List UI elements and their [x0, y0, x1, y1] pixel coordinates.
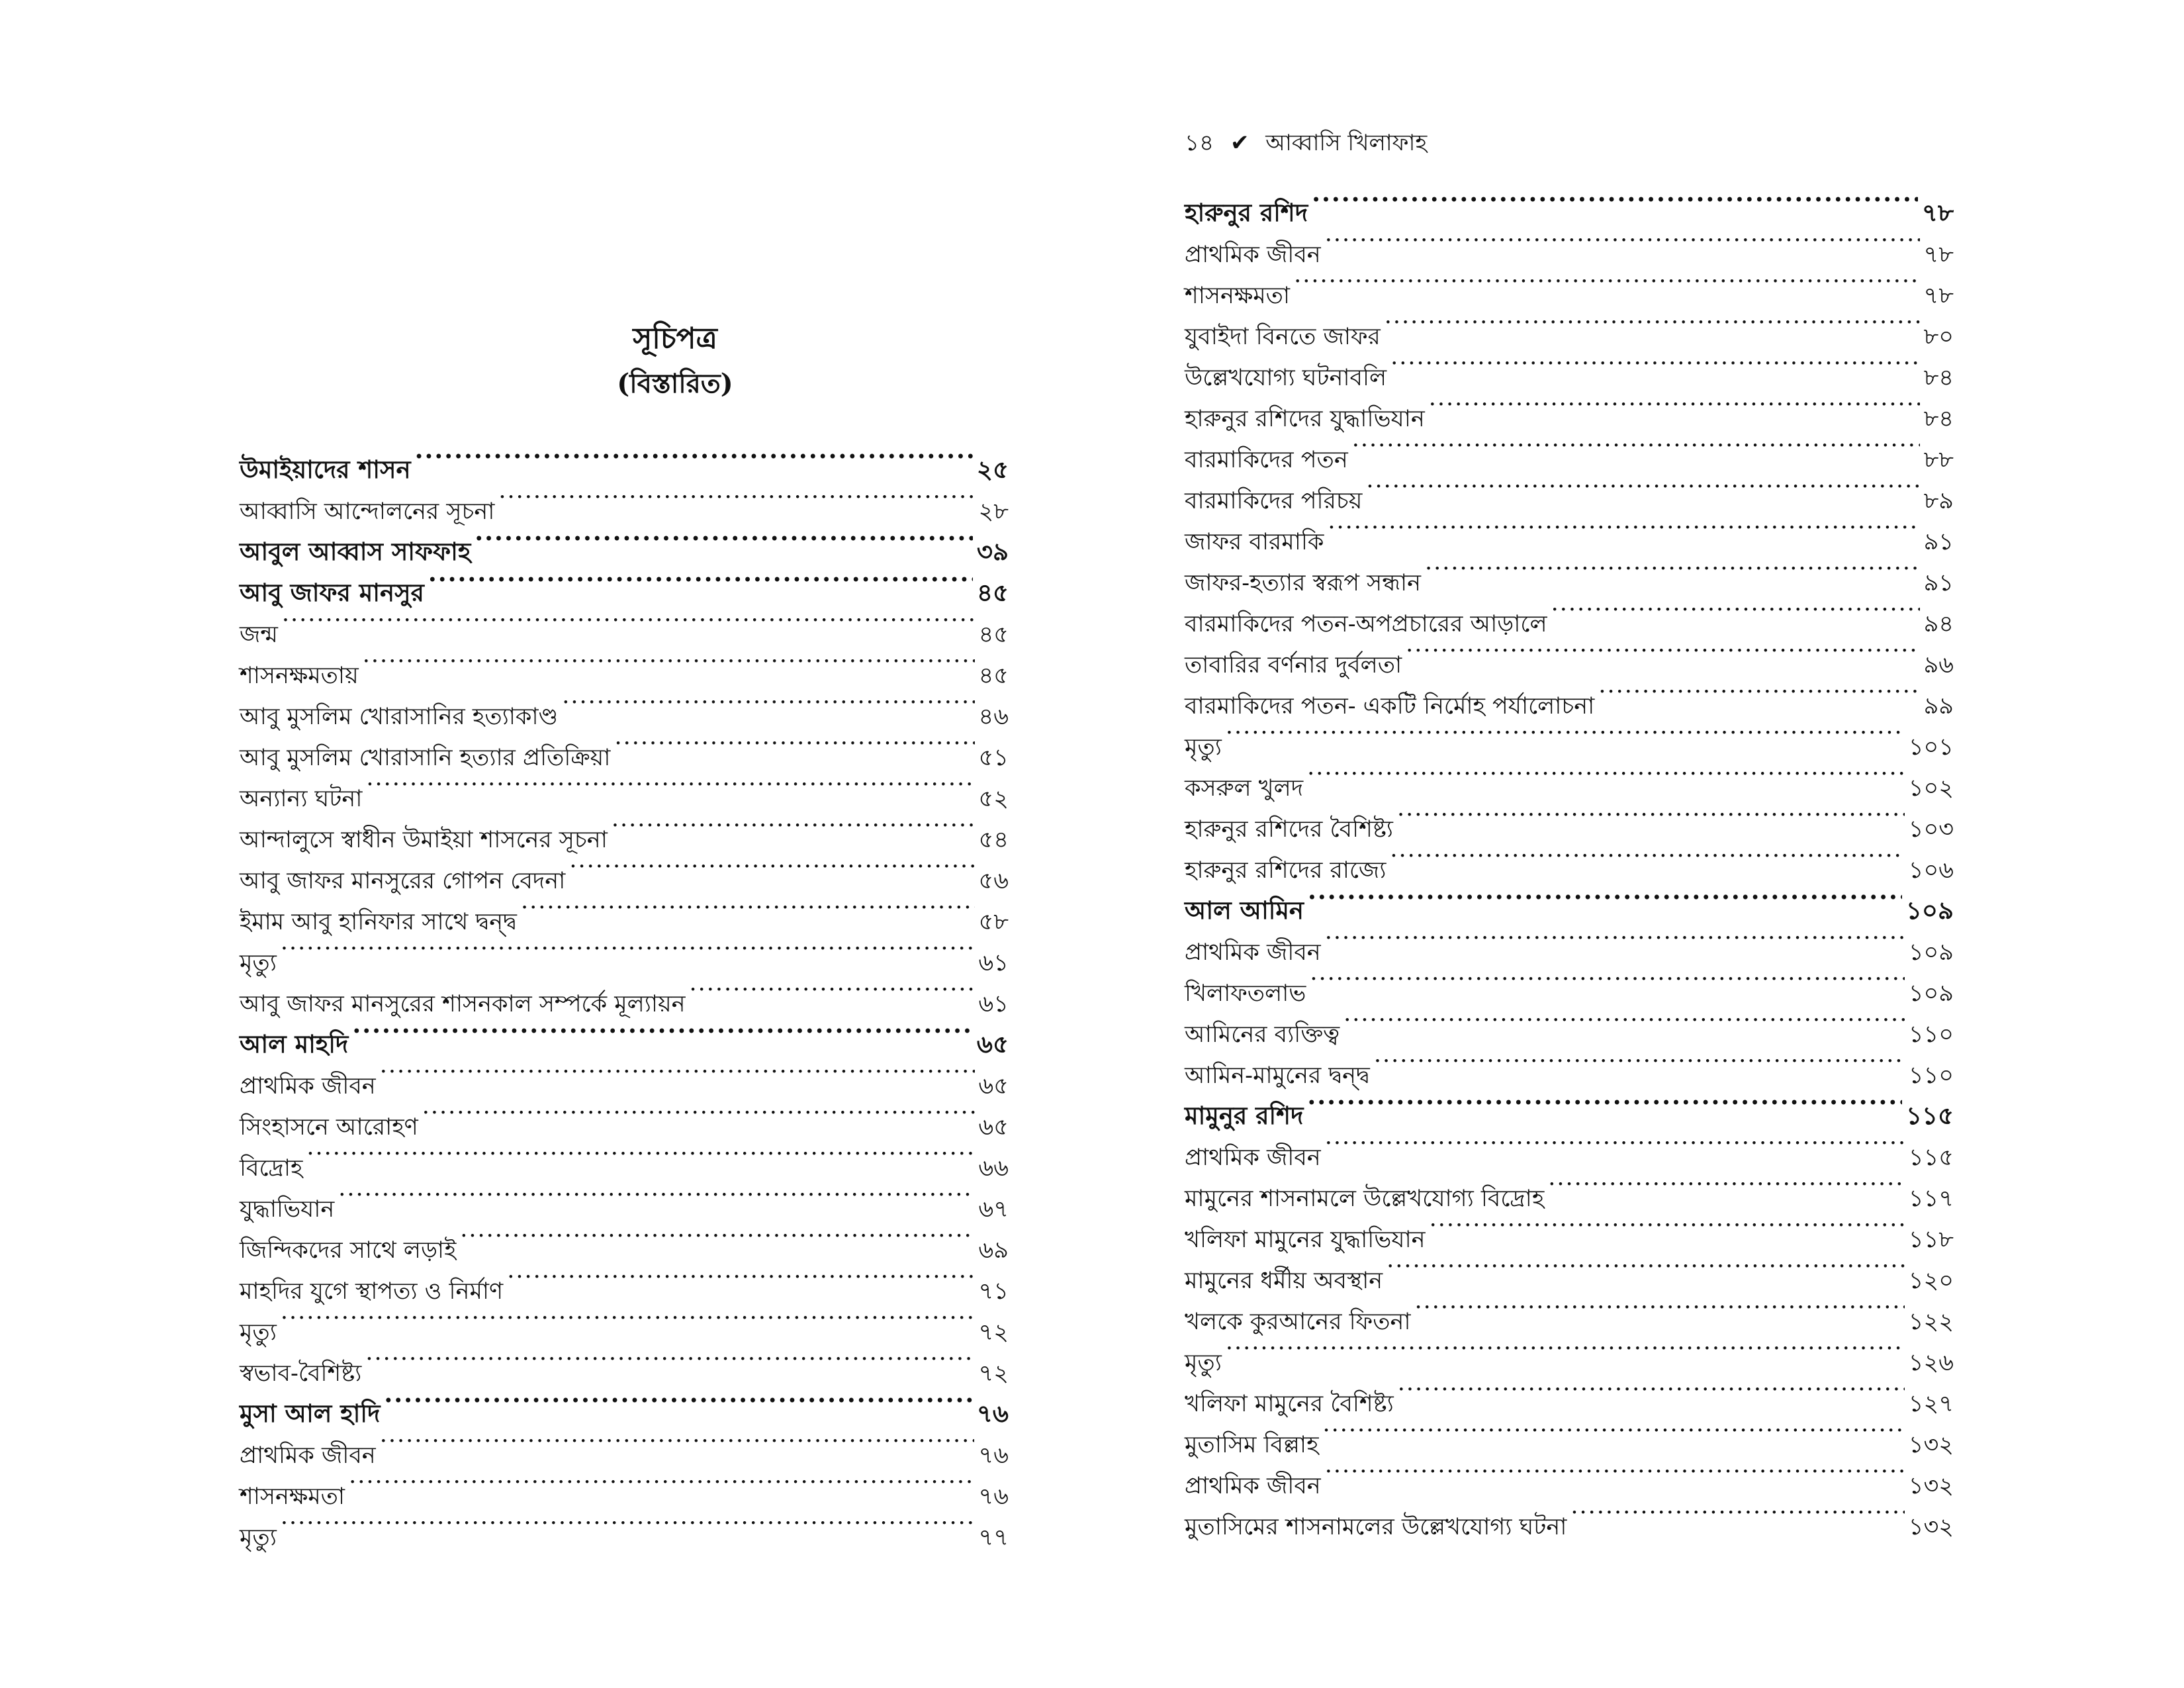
toc-entry-page-number: ১৩২: [1908, 1514, 1954, 1540]
toc-entry-title: মৃত্যু: [1185, 1350, 1222, 1376]
toc-entry-title: উল্লেখযোগ্য ঘটনাবলি: [1185, 365, 1387, 391]
dot-leader: [380, 1053, 975, 1094]
toc-entry-page-number: ১০২: [1908, 775, 1954, 802]
toc-entry-page-number: ৫৮: [978, 909, 1009, 935]
toc-entry-page-number: ৬১: [978, 950, 1009, 976]
dot-leader: [562, 683, 974, 724]
running-head-separator: ✔: [1230, 130, 1250, 156]
dot-leader: [281, 1299, 975, 1340]
dot-leader: [1343, 1001, 1905, 1042]
toc-entry-page-number: ৮৪: [1923, 365, 1954, 391]
toc-entry-title: জাফর-হত্যার স্বরূপ সন্ধান: [1185, 570, 1421, 596]
toc-entry-page-number: ৩৯: [976, 537, 1009, 566]
dot-leader: [384, 1381, 972, 1422]
dot-leader: [1551, 590, 1920, 632]
toc-section-entry: [240, 1504, 1009, 1551]
toc-entry-title: অন্যান্য ঘটনা: [240, 786, 363, 812]
toc-entry-title: প্রাথমিক জীবন: [1185, 242, 1321, 268]
toc-entry-page-number: ৬৫: [976, 1029, 1009, 1058]
toc-section-entry: [240, 1463, 1009, 1510]
toc-entry-page-number: ১১৮: [1908, 1227, 1954, 1253]
toc-section-entry: [1185, 303, 1954, 350]
toc-entry-title: হারুনুর রশিদের যুদ্ধাভিযান: [1185, 406, 1425, 432]
toc-entry-title: হারুনুর রশিদ: [1185, 198, 1308, 227]
dot-leader: [1390, 344, 1919, 385]
toc-list-left: [240, 437, 1009, 1551]
toc-entry-page-number: ৬১: [978, 991, 1009, 1017]
toc-entry-title: আমিনের ব্যক্তিত্ব: [1185, 1021, 1340, 1048]
dot-leader: [614, 724, 974, 765]
toc-entry-title: মামুনের ধর্মীয় অবস্থান: [1185, 1268, 1383, 1294]
toc-entry-page-number: ১২০: [1908, 1268, 1954, 1294]
toc-entry-title: কসরুল খুলদ: [1185, 775, 1304, 802]
dot-leader: [1366, 467, 1919, 508]
toc-section-entry: [240, 601, 1009, 648]
toc-entry-title: খলিফা মামুনের যুদ্ধাভিযান: [1185, 1227, 1426, 1253]
toc-entry-page-number: ১১৭: [1908, 1186, 1954, 1212]
toc-entry-page-number: ৯৯: [1923, 693, 1954, 720]
toc-entry-page-number: ১১০: [1908, 1062, 1954, 1089]
toc-entry-page-number: ৯৬: [1923, 652, 1954, 679]
toc-entry-page-number: ৭৭: [978, 1524, 1009, 1551]
toc-entry-title: মৃত্যু: [240, 1319, 277, 1346]
toc-chapter-entry: [1185, 180, 1954, 227]
dot-leader: [1307, 755, 1905, 796]
dot-leader: [1328, 508, 1919, 549]
toc-entry-page-number: ৮৮: [1923, 447, 1954, 473]
toc-entry-page-number: ৬৯: [978, 1237, 1009, 1264]
toc-entry-page-number: ৯৪: [1923, 611, 1954, 637]
toc-entry-title: আমিন-মামুনের দ্বন্দ্ব: [1185, 1062, 1370, 1089]
toc-entry-title: ইমাম আবু হানিফার সাথে দ্বন্দ্ব: [240, 909, 517, 935]
toc-entry-title: মামুনুর রশিদ: [1185, 1101, 1304, 1130]
toc-entry-title: জাফর বারমাকি: [1185, 529, 1324, 555]
toc-section-entry: [240, 1053, 1009, 1100]
dot-leader: [1387, 1247, 1905, 1288]
running-head-page-number: ১৪: [1185, 130, 1214, 156]
toc-entry-title: যুদ্ধাভিযান: [240, 1196, 335, 1223]
toc-section-entry: [240, 1299, 1009, 1346]
toc-entry-title: মুসা আল হাদি: [240, 1399, 381, 1428]
toc-entry-page-number: ১১০: [1908, 1021, 1954, 1048]
toc-entry-title: আবু জাফর মানসুরের শাসনকাল সম্পর্কে মূল্যায়ন: [240, 991, 686, 1017]
toc-entry-page-number: ২৮: [978, 498, 1009, 525]
toc-entry-title: জিন্দিকদের সাথে লড়াই: [240, 1237, 457, 1264]
toc-chapter-entry: [240, 1011, 1009, 1058]
toc-entry-page-number: ৮০: [1923, 324, 1954, 350]
toc-entry-title: মৃত্যু: [1185, 734, 1222, 761]
toc-entry-title: খলিফা মামুনের বৈশিষ্ট্য: [1185, 1391, 1394, 1417]
toc-entry-page-number: ১০৩: [1908, 816, 1954, 843]
dot-leader: [1398, 1370, 1905, 1411]
toc-entry-page-number: ৭১: [978, 1278, 1009, 1305]
dot-leader: [690, 970, 975, 1011]
toc-entry-title: বারমাকিদের পতন-অপপ্রচারের আড়ালে: [1185, 611, 1547, 637]
dot-leader: [475, 519, 973, 560]
dot-leader: [1307, 1083, 1902, 1124]
toc-entry-title: মুতাসিম বিল্লাহ: [1185, 1432, 1319, 1458]
dot-leader: [1325, 919, 1905, 960]
dot-leader: [1598, 673, 1919, 714]
dot-leader: [1312, 180, 1918, 221]
dot-leader: [1406, 632, 1919, 673]
toc-entry-title: মাহদির যুগে স্থাপত্য ও নির্মাণ: [240, 1278, 504, 1305]
running-head-book-title: আব্বাসি খিলাফাহ: [1265, 130, 1428, 156]
toc-entry-title: হারুনুর রশিদের বৈশিষ্ট্য: [1185, 816, 1393, 843]
dot-leader: [349, 1463, 974, 1504]
dot-leader: [612, 806, 975, 847]
dot-leader: [352, 1011, 973, 1053]
dot-leader: [507, 1258, 974, 1299]
toc-entry-title: স্বভাব-বৈশিষ্ট্য: [240, 1360, 362, 1387]
toc-entry-page-number: ৫১: [978, 745, 1009, 771]
toc-entry-page-number: ৪৫: [978, 663, 1009, 689]
toc-entry-title: মৃত্যু: [240, 950, 277, 976]
toc-entry-page-number: ১০৬: [1908, 857, 1954, 884]
toc-entry-page-number: ১৩২: [1908, 1473, 1954, 1499]
toc-entry-page-number: ১০৯: [1908, 980, 1954, 1007]
toc-entry-title: আব্বাসি আন্দোলনের সূচনা: [240, 498, 495, 525]
toc-entry-title: আল আমিন: [1185, 896, 1304, 925]
toc-entry-title: প্রাথমিক জীবন: [240, 1442, 376, 1469]
dot-leader: [1390, 837, 1904, 878]
toc-entry-title: শাসনক্ষমতায়: [240, 663, 359, 689]
toc-entry-title: খলকে কুরআনের ফিতনা: [1185, 1309, 1411, 1335]
dot-leader: [366, 765, 974, 806]
toc-entry-page-number: ৪৬: [978, 704, 1009, 730]
toc-entry-page-number: ৯১: [1923, 570, 1954, 596]
dot-leader: [363, 642, 975, 683]
toc-entry-title: বারমাকিদের পতন- একটি নির্মোহ পর্যালোচনা: [1185, 693, 1595, 720]
toc-section-entry: [240, 1135, 1009, 1182]
toc-section-entry: [1185, 262, 1954, 309]
dot-leader: [1548, 1165, 1905, 1206]
dot-leader: [380, 1422, 975, 1463]
dot-leader: [281, 1504, 975, 1545]
toc-chapter-entry: [240, 437, 1009, 484]
dot-leader: [306, 1135, 974, 1176]
dot-leader: [1325, 1452, 1905, 1493]
toc-entry-page-number: ১০৯: [1905, 896, 1954, 925]
dot-leader: [1226, 714, 1905, 755]
toc-subtitle: (বিস্তারিত): [617, 368, 733, 399]
dot-leader: [365, 1340, 974, 1381]
toc-entry-title: মামুনের শাসনামলে উল্লেখযোগ্য বিদ্রোহ: [1185, 1186, 1545, 1212]
dot-leader: [282, 601, 975, 642]
right-page: [1092, 0, 2184, 1688]
toc-entry-title: আবু জাফর মানসুর: [240, 578, 424, 607]
dot-leader: [1570, 1493, 1904, 1534]
toc-entry-page-number: ৮৯: [1923, 488, 1954, 514]
dot-leader: [1294, 262, 1919, 303]
toc-entry-page-number: ৬৬: [978, 1155, 1009, 1182]
dot-leader: [281, 929, 975, 970]
dot-leader: [422, 1094, 975, 1135]
toc-entry-page-number: ১০১: [1908, 734, 1954, 761]
toc-entry-page-number: ৫৪: [978, 827, 1009, 853]
toc-entry-title: বারমাকিদের পরিচয়: [1185, 488, 1363, 514]
toc-section-entry: [240, 1176, 1009, 1223]
toc-entry-title: যুবাইদা বিনতে জাফর: [1185, 324, 1381, 350]
toc-entry-page-number: ১৩২: [1908, 1432, 1954, 1458]
dot-leader: [428, 560, 973, 601]
toc-entry-page-number: ৭৬: [976, 1399, 1009, 1428]
dot-leader: [1425, 549, 1920, 590]
toc-entry-page-number: ১০৯: [1908, 939, 1954, 966]
dot-leader: [415, 437, 973, 478]
toc-entry-title: আবু মুসলিম খোরাসানি হত্যার প্রতিক্রিয়া: [240, 745, 611, 771]
toc-entry-page-number: ৭৮: [1923, 242, 1954, 268]
dot-leader: [569, 847, 974, 888]
toc-entry-page-number: ৭২: [978, 1360, 1009, 1387]
toc-section-entry: [1185, 714, 1954, 761]
toc-section-entry: [1185, 755, 1954, 802]
dot-leader: [1415, 1288, 1905, 1329]
dot-leader: [1226, 1329, 1905, 1370]
toc-entry-page-number: ২৫: [976, 455, 1009, 484]
toc-entry-title: প্রাথমিক জীবন: [1185, 939, 1321, 966]
toc-section-entry: [1185, 1329, 1954, 1376]
dot-leader: [1325, 221, 1920, 262]
dot-leader: [1325, 1124, 1905, 1165]
toc-section-entry: [1185, 1370, 1954, 1417]
toc-entry-page-number: ৬৫: [978, 1073, 1009, 1100]
toc-entry-page-number: ৫২: [978, 786, 1009, 812]
toc-section-entry: [240, 929, 1009, 976]
toc-entry-page-number: ৫৬: [978, 868, 1009, 894]
running-head: [1185, 126, 1427, 164]
toc-list-right: [1185, 180, 1954, 1540]
toc-entry-title: বিদ্রোহ: [240, 1155, 303, 1182]
toc-entry-title: হারুনুর রশিদের রাজ্যে: [1185, 857, 1387, 884]
toc-entry-title: জন্ম: [240, 622, 278, 648]
toc-entry-title: আবুল আব্বাস সাফফাহ: [240, 537, 471, 566]
toc-entry-page-number: ৮৪: [1923, 406, 1954, 432]
toc-entry-page-number: ১১৫: [1908, 1145, 1954, 1171]
toc-entry-title: আন্দালুসে স্বাধীন উমাইয়া শাসনের সূচনা: [240, 827, 608, 853]
dot-leader: [1397, 796, 1905, 837]
dot-leader: [1374, 1042, 1905, 1083]
toc-entry-page-number: ৭৮: [1921, 198, 1954, 227]
toc-entry-title: মৃত্যু: [240, 1524, 277, 1551]
toc-entry-page-number: ১২৭: [1908, 1391, 1954, 1417]
dot-leader: [460, 1217, 974, 1258]
dot-leader: [498, 478, 974, 519]
toc-entry-title: প্রাথমিক জীবন: [1185, 1145, 1321, 1171]
toc-title: সূচিপত্র: [633, 322, 717, 355]
dot-leader: [1322, 1411, 1904, 1452]
toc-entry-title: প্রাথমিক জীবন: [240, 1073, 376, 1100]
toc-entry-title: সিংহাসনে আরোহণ: [240, 1114, 418, 1141]
toc-section-entry: [240, 1340, 1009, 1387]
toc-entry-title: খিলাফতলাভ: [1185, 980, 1306, 1007]
toc-entry-page-number: ১২২: [1908, 1309, 1954, 1335]
toc-entry-title: আবু মুসলিম খোরাসানির হত্যাকাণ্ড: [240, 704, 559, 730]
dot-leader: [521, 888, 975, 929]
dot-leader: [1310, 960, 1904, 1001]
toc-entry-page-number: ৭৬: [978, 1483, 1009, 1510]
toc-entry-page-number: ৭২: [978, 1319, 1009, 1346]
toc-entry-page-number: ৭৬: [978, 1442, 1009, 1469]
toc-entry-title: শাসনক্ষমতা: [1185, 283, 1291, 309]
dot-leader: [1352, 426, 1920, 467]
toc-entry-title: তাবারির বর্ণনার দুর্বলতা: [1185, 652, 1402, 679]
toc-entry-page-number: ৯১: [1923, 529, 1954, 555]
dot-leader: [1308, 878, 1902, 919]
dot-leader: [1429, 385, 1920, 426]
toc-section-entry: [240, 1217, 1009, 1264]
toc-entry-page-number: ৪৫: [976, 578, 1009, 607]
toc-entry-title: প্রাথমিক জীবন: [1185, 1473, 1321, 1499]
toc-entry-page-number: ১১৫: [1905, 1101, 1954, 1130]
toc-entry-title: শাসনক্ষমতা: [240, 1483, 345, 1510]
toc-section-entry: [240, 642, 1009, 689]
toc-entry-title: উমাইয়াদের শাসন: [240, 455, 411, 484]
toc-entry-title: মুতাসিমের শাসনামলের উল্লেখযোগ্য ঘটনা: [1185, 1514, 1567, 1540]
toc-entry-page-number: ৪৫: [978, 622, 1009, 648]
toc-entry-title: আবু জাফর মানসুরের গোপন বেদনা: [240, 868, 566, 894]
toc-entry-title: আল মাহদি: [240, 1029, 349, 1058]
dot-leader: [1385, 303, 1920, 344]
toc-entry-page-number: ৬৫: [978, 1114, 1009, 1141]
toc-entry-page-number: ১২৬: [1908, 1350, 1954, 1376]
toc-entry-page-number: ৬৭: [978, 1196, 1009, 1223]
toc-entry-title: বারমাকিদের পতন: [1185, 447, 1348, 473]
toc-section-entry: [240, 970, 1009, 1017]
toc-entry-page-number: ৭৮: [1923, 283, 1954, 309]
dot-leader: [338, 1176, 974, 1217]
dot-leader: [1430, 1206, 1905, 1247]
